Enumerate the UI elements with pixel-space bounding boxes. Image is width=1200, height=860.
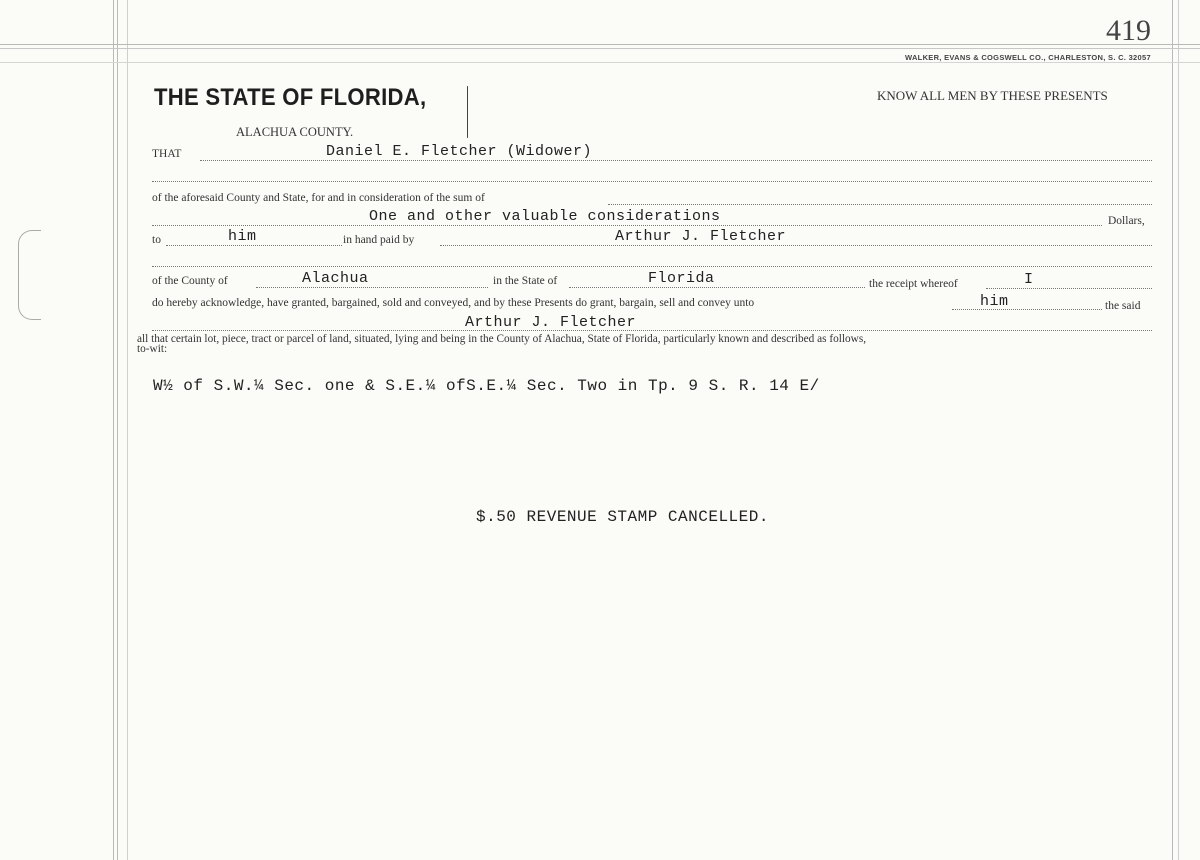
- fill-line-paid-by: [440, 245, 1152, 246]
- typed-receipt-by: I: [1024, 271, 1034, 288]
- margin-rule-left-2: [117, 0, 118, 860]
- fill-line-to: [166, 245, 342, 246]
- page-number: 419: [1106, 14, 1151, 47]
- label-do-hereby: do hereby acknowledge, have granted, bargained, sold and conveyed, and by these Presents do grant, bargain, sell and convey unto: [152, 297, 755, 309]
- fill-line-convey-unto: [952, 309, 1102, 310]
- fill-line-county: [256, 287, 488, 288]
- fill-line-blank-2: [152, 266, 1152, 267]
- typed-revenue-stamp: $.50 REVENUE STAMP CANCELLED.: [476, 508, 769, 526]
- fill-line-blank-1: [152, 181, 1152, 182]
- label-county-of: of the County of: [152, 275, 228, 287]
- fill-line-receipt: [986, 288, 1152, 289]
- typed-said-name: Arthur J. Fletcher: [465, 314, 637, 331]
- county-heading: ALACHUA COUNTY.: [236, 125, 354, 139]
- label-receipt-whereof: the receipt whereof: [869, 278, 958, 290]
- typed-paid-by: Arthur J. Fletcher: [615, 228, 787, 245]
- label-in-hand-paid-by: in hand paid by: [343, 234, 415, 246]
- margin-rule-left-1: [113, 0, 114, 860]
- fill-line-sum: [608, 204, 1152, 205]
- label-all-that-2: to-wit:: [137, 343, 168, 355]
- margin-rule-left-3: [127, 0, 128, 860]
- typed-land-description: W½ of S.W.¼ Sec. one & S.E.¼ ofS.E.¼ Sec. Two in Tp. 9 S. R. 14 E/: [153, 377, 820, 395]
- typed-to-whom: him: [228, 228, 257, 245]
- typed-convey-unto: him: [980, 293, 1009, 310]
- typed-consideration: One and other valuable considerations: [369, 208, 721, 225]
- document-title: THE STATE OF FLORIDA,: [154, 84, 427, 111]
- header-rule-2: [0, 48, 1200, 49]
- fill-line-consideration: [152, 225, 1102, 226]
- label-state-of: in the State of: [493, 275, 558, 287]
- label-that: THAT: [152, 148, 182, 160]
- printer-imprint: WALKER, EVANS & COGSWELL CO., CHARLESTON, S. C. 32057: [905, 53, 1151, 62]
- binding-mark: [18, 230, 41, 320]
- margin-rule-right-1: [1172, 0, 1173, 860]
- fill-line-state: [569, 287, 865, 288]
- know-all-men: KNOW ALL MEN BY THESE PRESENTS: [877, 88, 1108, 103]
- label-aforesaid: of the aforesaid County and State, for and in consideration of the sum of: [152, 192, 485, 204]
- header-rule-3: [0, 62, 1200, 63]
- margin-rule-right-2: [1178, 0, 1179, 860]
- typed-state: Florida: [648, 270, 715, 287]
- typed-county: Alachua: [302, 270, 369, 287]
- label-all-that-1: all that certain lot, piece, tract or parcel of land, situated, lying and being in the County of Alachua, State of Florida, particularly known and described as follows,: [137, 333, 867, 345]
- typed-grantor: Daniel E. Fletcher (Widower): [326, 143, 593, 160]
- fill-line-said-name: [152, 330, 1152, 331]
- header-rule-1: [0, 44, 1200, 45]
- label-dollars: Dollars,: [1108, 215, 1145, 227]
- label-to: to: [152, 234, 161, 246]
- fill-line-grantor: [200, 160, 1152, 161]
- title-bracket: [467, 86, 468, 138]
- label-the-said: the said: [1105, 300, 1141, 312]
